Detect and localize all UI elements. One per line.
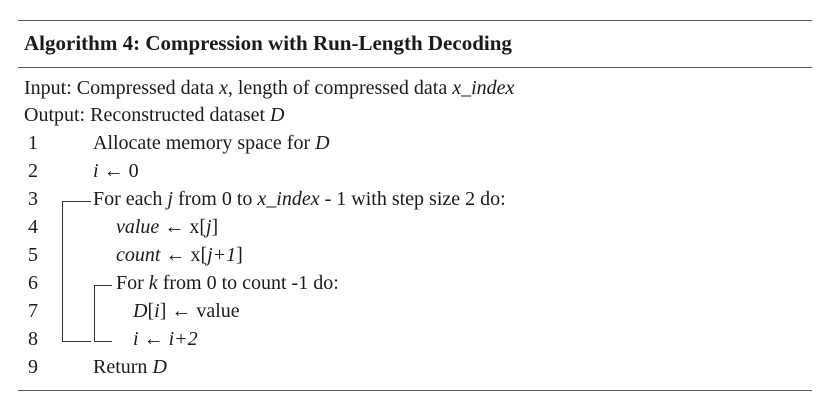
code-var: i [133, 328, 139, 350]
output-line [24, 104, 285, 127]
outer-loop-bracket [62, 201, 91, 342]
code-text: [ [147, 300, 155, 322]
code-line-9 [93, 356, 167, 379]
line-number-2: 2 [28, 160, 38, 182]
code-text: For [116, 272, 149, 294]
code-line-1 [93, 132, 330, 155]
code-var: j [167, 188, 173, 210]
code-var: +2 [174, 328, 198, 350]
code-var: x_index [257, 188, 320, 210]
top-rule [18, 20, 812, 21]
code-var: j [205, 216, 212, 238]
code-line-5 [116, 244, 243, 267]
code-line-3 [93, 188, 506, 211]
input-line [24, 77, 514, 100]
code-line-2 [93, 160, 139, 183]
code-text: For each [93, 188, 168, 210]
code-line-8 [133, 328, 198, 351]
code-text: ← [138, 328, 169, 350]
line-number-9: 9 [28, 356, 38, 378]
title-rule [18, 67, 812, 68]
line-number-4: 4 [28, 216, 38, 238]
code-var: k [148, 272, 158, 294]
code-text: ] ← value [159, 300, 240, 322]
code-var: i [168, 328, 175, 350]
code-text: ] [211, 216, 219, 238]
input-mid: , length of compressed data [227, 77, 453, 99]
code-text: Allocate memory space for [93, 132, 316, 154]
code-text: Return [93, 356, 153, 378]
line-number-1: 1 [28, 132, 38, 154]
code-text: from 0 to [172, 188, 258, 210]
code-line-4 [116, 216, 218, 239]
input-var-x: x [218, 77, 228, 99]
line-number-7: 7 [28, 300, 38, 322]
code-var: count [116, 244, 161, 266]
output-label: Output: Reconstructed dataset [24, 104, 271, 126]
algorithm-title: Algorithm 4: Compression with Run-Length Decoding [24, 31, 512, 55]
input-label: Input: Compressed data [24, 77, 219, 99]
bottom-rule [18, 390, 812, 391]
code-text: ← x[ [160, 244, 208, 266]
code-var: i [93, 160, 99, 182]
code-text: ] [236, 244, 243, 266]
code-var: D [315, 132, 330, 154]
line-number-8: 8 [28, 328, 38, 350]
code-var: i [154, 300, 160, 322]
code-text: ← x[ [159, 216, 206, 238]
code-var: D [152, 356, 167, 378]
code-var: j+1 [207, 244, 237, 266]
inner-loop-bracket [94, 285, 112, 342]
code-line-7 [133, 300, 240, 323]
code-line-6 [116, 272, 339, 295]
code-text: - 1 with step size 2 do: [319, 188, 506, 210]
line-number-6: 6 [28, 272, 38, 294]
code-var: value [116, 216, 160, 238]
code-var: D [133, 300, 148, 322]
code-text: ← 0 [98, 160, 139, 182]
input-var-x-index: x_index [452, 77, 515, 99]
code-text: from 0 to count -1 do: [157, 272, 339, 294]
output-var: D [270, 104, 285, 126]
line-number-3: 3 [28, 188, 38, 210]
line-number-5: 5 [28, 244, 38, 266]
